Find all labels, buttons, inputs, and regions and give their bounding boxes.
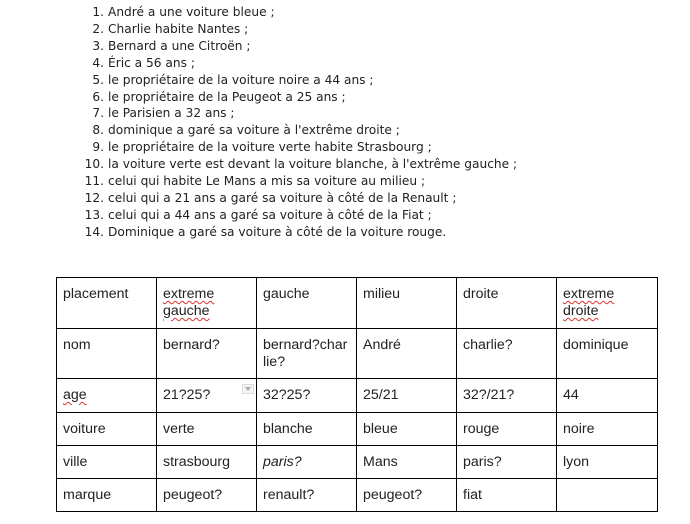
table-cell[interactable]: noire (557, 413, 658, 446)
clue-text: celui qui habite Le Mans a mis sa voiture au milieu ; (108, 174, 426, 189)
table-cell[interactable]: bernard?charlie? (257, 329, 357, 379)
clue-item: 11. celui qui habite Le Mans a mis sa voiture au milieu ; (84, 174, 426, 189)
cell-text: paris? (263, 454, 302, 470)
table-cell[interactable] (257, 446, 357, 479)
clue-item: 5. le propriétaire de la voiture noire a 44 ans ; (92, 72, 374, 87)
solution-grid (56, 277, 658, 512)
clue-text: celui qui a 21 ans a garé sa voiture à côté de la Renault ; (108, 190, 457, 205)
clue-item: 1. André a une voiture bleue ; (92, 5, 275, 19)
table-cell[interactable] (57, 379, 157, 413)
table-cell[interactable]: gauche (257, 278, 357, 329)
table-cell[interactable] (157, 379, 257, 413)
table-row (57, 446, 658, 479)
table-cell[interactable]: dominique (557, 329, 658, 379)
table-row (57, 413, 658, 446)
table-cell[interactable]: 44 (557, 379, 658, 413)
clue-text: Charlie habite Nantes ; (108, 21, 249, 36)
dropdown-arrow-icon[interactable] (242, 384, 254, 394)
clue-text: Éric a 56 ans ; (108, 55, 195, 70)
table-cell[interactable] (557, 479, 658, 512)
clue-text: celui qui a 44 ans a garé sa voiture à côté de la Fiat ; (108, 207, 432, 222)
clue-item: 14. Dominique a garé sa voiture à côté de la voiture rouge. (84, 224, 447, 239)
table-row (57, 379, 658, 413)
table-cell[interactable]: fiat (457, 479, 557, 512)
table-cell[interactable] (557, 278, 658, 329)
table-cell[interactable]: marque (57, 479, 157, 512)
spellcheck-word: extreme droite (563, 286, 615, 319)
table-cell[interactable]: charlie? (457, 329, 557, 379)
table-cell[interactable]: 32?25? (257, 379, 357, 413)
table-cell[interactable]: André (357, 329, 457, 379)
clue-text: le propriétaire de la Peugeot a 25 ans ; (108, 89, 346, 104)
spellcheck-word: age (63, 387, 87, 403)
table-row (57, 278, 658, 329)
cell-text: 21?25? (163, 387, 211, 403)
clue-text: André a une voiture bleue ; (108, 5, 275, 19)
clue-item: 10. la voiture verte est devant la voiture blanche, à l'extrême gauche ; (84, 157, 518, 172)
clue-item: 13. celui qui a 44 ans a garé sa voiture à côté de la Fiat ; (84, 207, 432, 222)
clue-item: 4. Éric a 56 ans ; (92, 55, 195, 70)
clue-item: 12. celui qui a 21 ans a garé sa voiture à côté de la Renault ; (84, 190, 457, 205)
clue-text: le propriétaire de la voiture noire a 44 ans ; (108, 72, 374, 87)
clue-item: 6. le propriétaire de la Peugeot a 25 ans ; (92, 89, 346, 104)
table-cell[interactable]: paris? (457, 446, 557, 479)
table-cell[interactable]: renault? (257, 479, 357, 512)
table-cell[interactable]: milieu (357, 278, 457, 329)
spellcheck-word: extreme gauche (163, 286, 215, 319)
table-cell[interactable]: bleue (357, 413, 457, 446)
table-cell[interactable]: peugeot? (157, 479, 257, 512)
clue-item: 2. Charlie habite Nantes ; (92, 21, 249, 36)
table-cell[interactable]: verte (157, 413, 257, 446)
table-cell[interactable] (157, 278, 257, 329)
clue-item: 3. Bernard a une Citroën ; (92, 38, 251, 53)
table-cell[interactable]: strasbourg (157, 446, 257, 479)
table-cell[interactable]: blanche (257, 413, 357, 446)
clue-item: 9. le propriétaire de la voiture verte habite Strasbourg ; (92, 140, 432, 155)
clue-text: dominique a garé sa voiture à l'extrême droite ; (108, 123, 400, 138)
clue-text: Dominique a garé sa voiture à côté de la voiture rouge. (108, 224, 447, 239)
table-cell[interactable]: lyon (557, 446, 658, 479)
table-row (57, 329, 658, 379)
table-cell[interactable]: 32?/21? (457, 379, 557, 413)
clue-item: 7. le Parisien a 32 ans ; (92, 106, 235, 121)
table-cell[interactable]: Mans (357, 446, 457, 479)
table-cell[interactable]: droite (457, 278, 557, 329)
table-cell[interactable]: 25/21 (357, 379, 457, 413)
clue-text: le propriétaire de la voiture verte habite Strasbourg ; (108, 140, 432, 155)
table-cell[interactable]: rouge (457, 413, 557, 446)
table-cell[interactable]: voiture (57, 413, 157, 446)
clue-text: le Parisien a 32 ans ; (108, 106, 235, 121)
table-cell[interactable]: placement (57, 278, 157, 329)
clue-text: Bernard a une Citroën ; (108, 38, 251, 53)
table-row (57, 479, 658, 512)
clue-list (78, 4, 517, 241)
table-cell[interactable]: ville (57, 446, 157, 479)
clue-text: la voiture verte est devant la voiture blanche, à l'extrême gauche ; (108, 157, 518, 172)
clue-item: 8. dominique a garé sa voiture à l'extrême droite ; (92, 123, 400, 138)
table-cell[interactable]: peugeot? (357, 479, 457, 512)
table-cell[interactable]: nom (57, 329, 157, 379)
table-cell[interactable]: bernard? (157, 329, 257, 379)
